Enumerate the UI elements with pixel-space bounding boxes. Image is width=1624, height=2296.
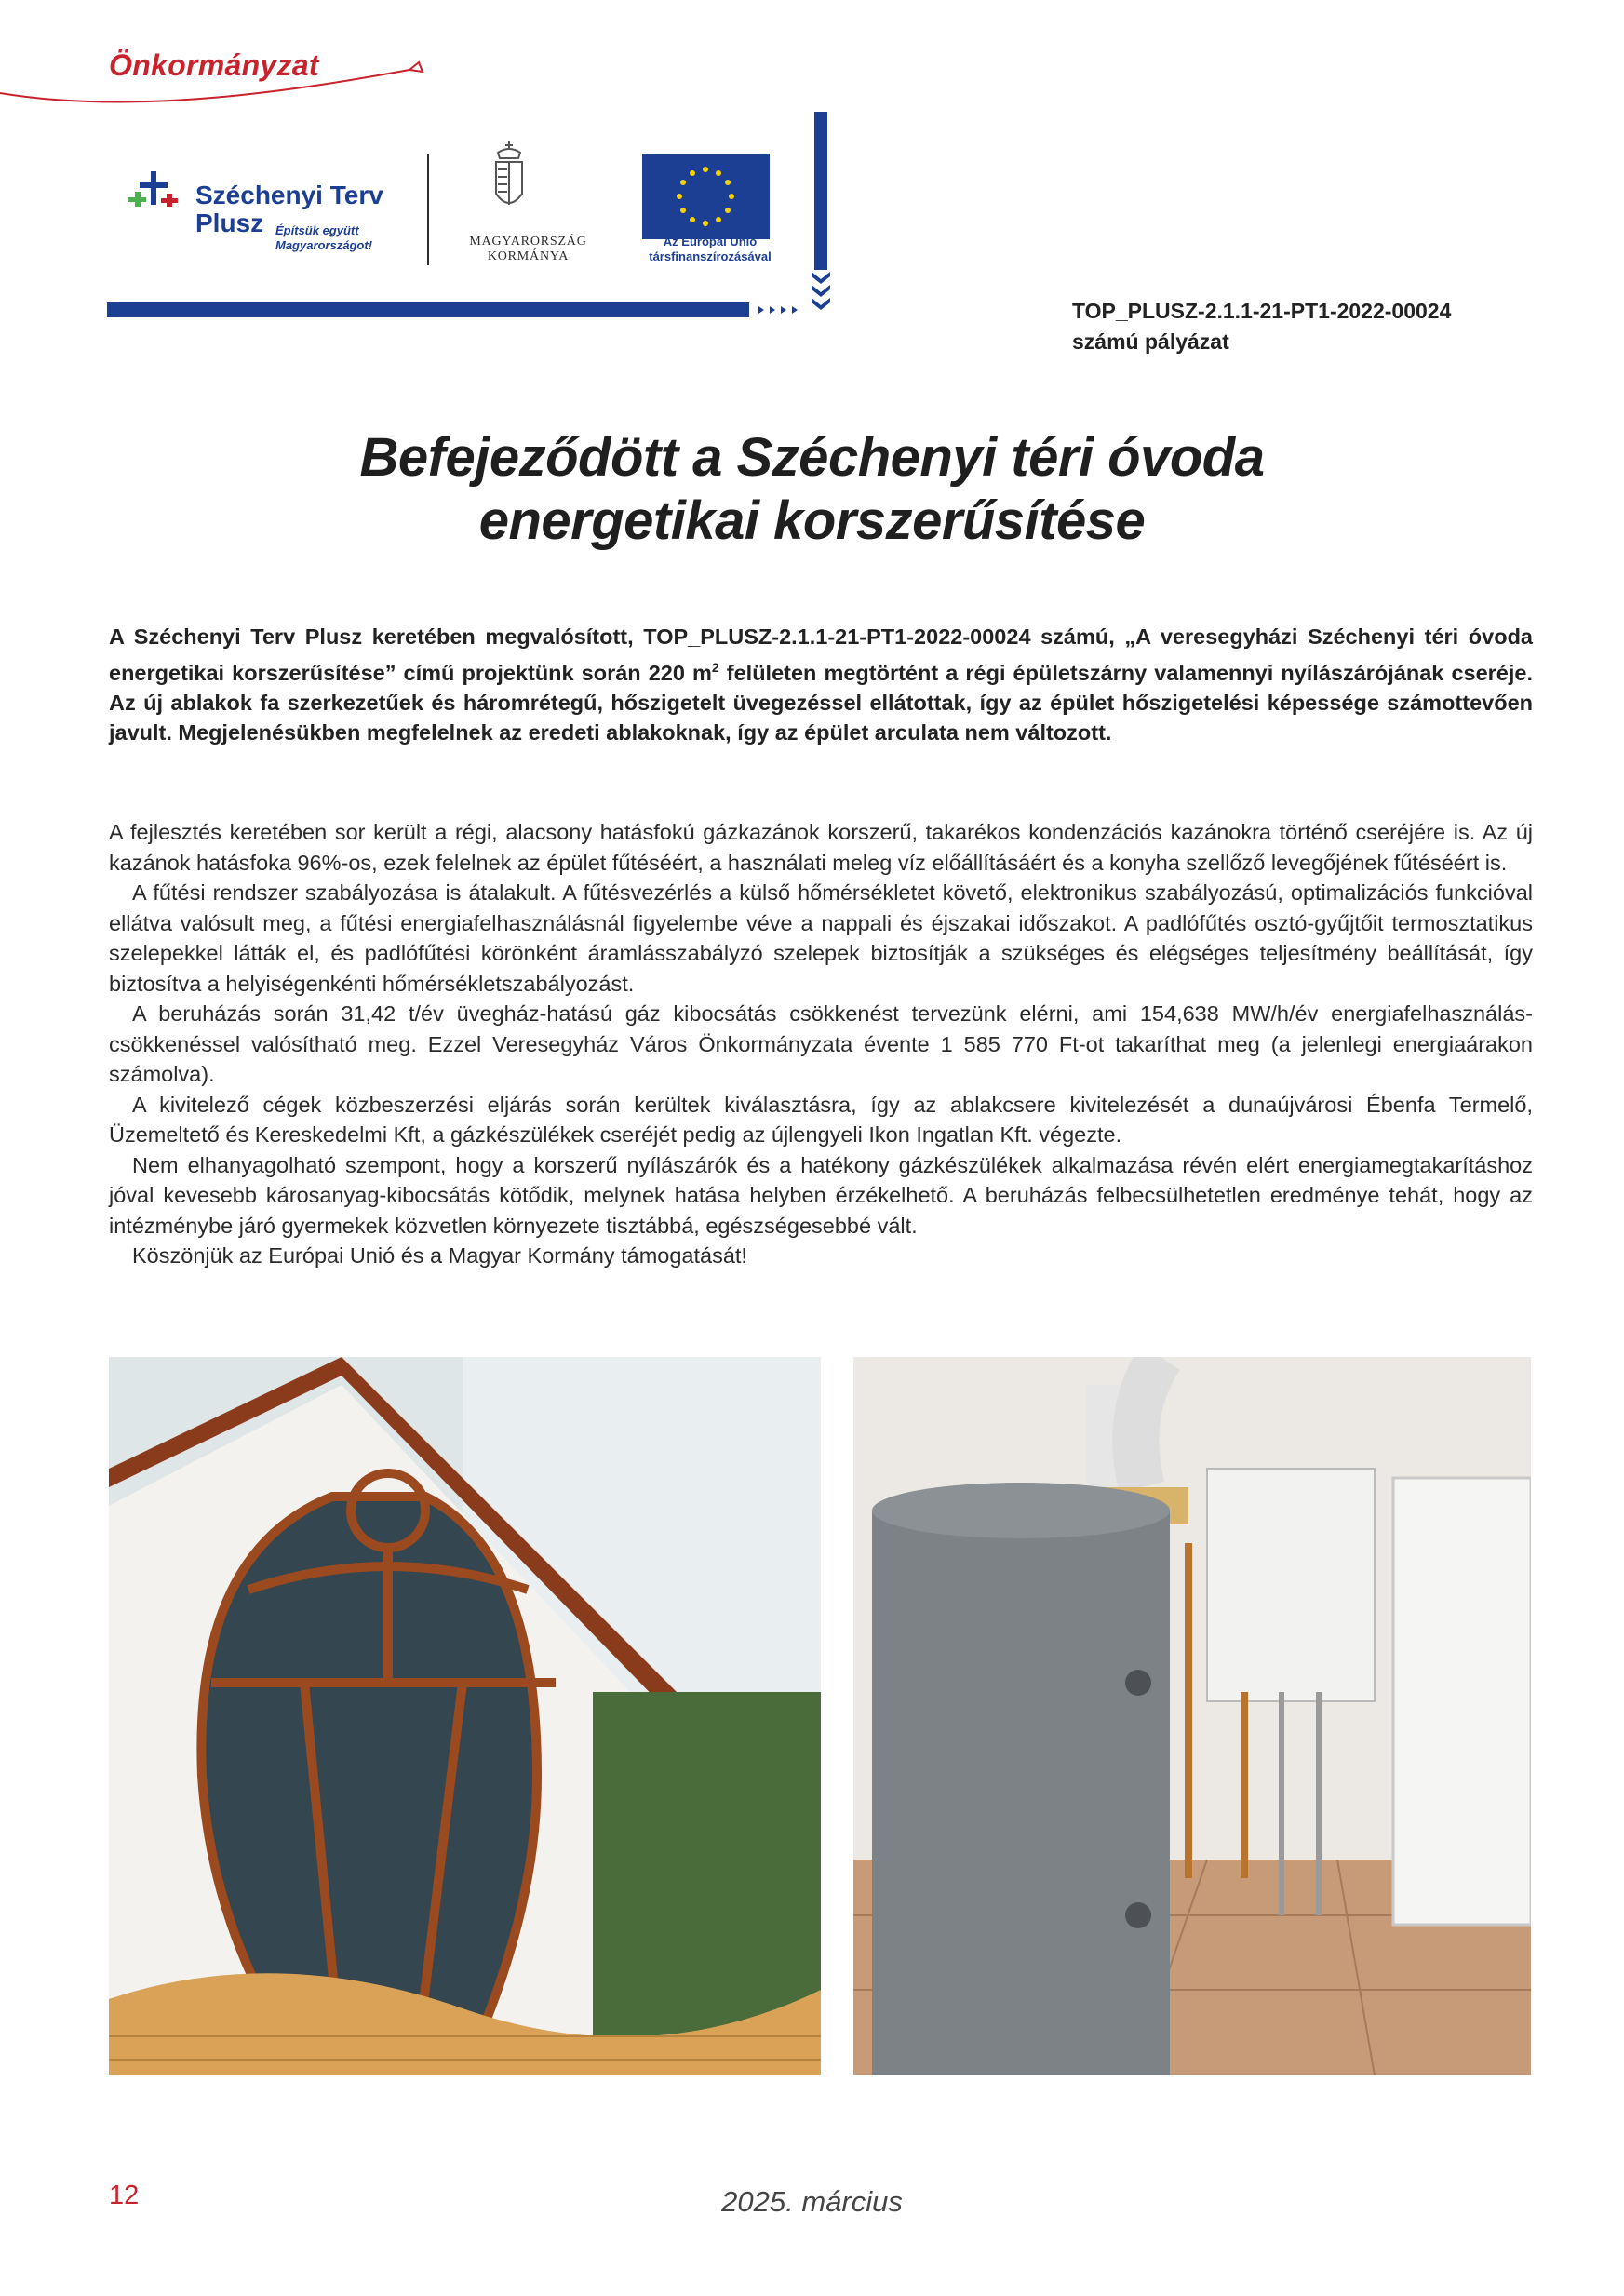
page-number: 12 [109, 2181, 140, 2210]
project-code: TOP_PLUSZ-2.1.1-21-PT1-2022-00024 [1072, 299, 1452, 323]
body-paragraph: A beruházás során 31,42 t/év üvegház-hatású gáz kibocsátás csökkenést tervezünk elérni, ami 154,638 MW/h/év energiafelhasználás-csökkenéssel valósítható meg. Ezzel Veresegyház Város Önkormányzata évente 1 585 770 Ft-ot takaríthat meg (a jelenlegi energiaárakon számolva). [109, 1001, 1533, 1086]
eu-line-1: Az Európai Unió [663, 235, 758, 248]
title-line-2: energetikai korszerűsítése [478, 490, 1146, 551]
lead-superscript: 2 [711, 659, 719, 675]
article-body [109, 817, 1533, 1271]
section-label: Önkormányzat [109, 48, 319, 82]
article-lead [109, 622, 1533, 748]
body-paragraph: A kivitelező cégek közbeszerzési eljárás során kerültek kiválasztásra, így az ablakcsere kivitelezését a dunaújvárosi Ébenfa Termelő, Üzemeltető és Kereskedelmi Kft, a gázkészülékek cseréjét pedig az újlengyeli Ikon Ingatlan Kft. végezte. [109, 1092, 1533, 1147]
project-code-block [1072, 296, 1451, 357]
lead-text-b: felületen megtörtént a régi épületszárny valamennyi nyílászárójának cseréje. Az új ablakok fa szerkezetűek és háromrétegű, hőszigetelt üvegezéssel ellátottak, így az épület hőszigetelési képessége számottevően javult. Megjelenésükben megfelelnek az eredeti ablakoknak, így az épület arculata nem változott. [109, 660, 1533, 745]
coat-of-arms-icon [496, 141, 522, 205]
lead-text-a: A Széchenyi Terv Plusz keretében megvalósított, TOP_PLUSZ-2.1.1-21-PT1-2022-00024 számú, „A veresegyházi Széchenyi téri óvoda energetikai korszerűsítése” című projektünk során 220 m [109, 624, 1533, 685]
szechenyi-cross-icon [128, 171, 178, 207]
body-paragraph: Köszönjük az Európai Unió és a Magyar Kormány támogatását! [132, 1243, 747, 1268]
body-paragraph: Nem elhanyagolható szempont, hogy a korszerű nyílászárók és a hatékony gázkészülékek alkalmazása révén elért energiamegtakarításhoz jóval kevesebb károsanyag-kibocsátás kötődik, melynek hatása helyben érzékelhető. A beruházás felbecsülhetetlen eredménye tehát, hogy az intézménybe járó gyermekek közvetlen környezete tisztábbá, egészségesebbé vált. [109, 1152, 1533, 1238]
issue-date: 2025. március [721, 2185, 903, 2218]
kindergarten-window-photo [109, 1357, 821, 2075]
leaf-icon [409, 62, 423, 72]
project-suffix: számú pályázat [1072, 329, 1229, 354]
government-logo-text [456, 235, 600, 264]
title-line-1: Befejeződött a Széchenyi téri óvoda [359, 427, 1265, 488]
tagline-1: Építsük együtt [275, 223, 359, 237]
body-paragraph: A fejlesztés keretében sor került a régi, alacsony hatásfokú gázkazánok korszerű, takarékos kondenzációs kazánokra történő cseréjére is. Az új kazánok hatásfoka 96%-os, ezek felelnek az épület fűtéséért, a használati meleg víz előállításáért és a konyha szellőző levegőjének fűtéséért is. [109, 820, 1533, 875]
boiler-room-photo [853, 1357, 1531, 2075]
tagline-2: Magyarországot! [275, 238, 373, 252]
header-decorative-curve [0, 51, 447, 107]
szechenyi-line-2: Plusz [195, 208, 264, 237]
szechenyi-line-1: Széchenyi Terv [195, 181, 383, 209]
eu-logo-text [640, 235, 780, 264]
government-line-1: MAGYARORSZÁG [469, 235, 587, 248]
szechenyi-tagline [275, 223, 372, 253]
eu-line-2: társfinanszírozásával [649, 249, 772, 263]
government-line-2: KORMÁNYA [487, 249, 570, 263]
eu-flag-icon [642, 154, 770, 239]
article-title [140, 426, 1484, 553]
body-paragraph: A fűtési rendszer szabályozása is átalakult. A fűtésvezérlés a külső hőmérsékletet követő, elektronikus szabályozású, optimalizációs funkcióval ellátva valósult meg, a fűtési energiafelhasználásnál figyelembe véve a nappali és éjszakai időszakot. A padlófűtés osztó-gyűjtőit termosztatikus szelepekkel látták el, és padlófűtési körönként áramlásszabályzó szelepek biztosítják a szükséges és elégséges teljesítmény beállítását, így biztosítva a helyiségenkénti hőmérsékletszabályozást. [109, 880, 1533, 996]
